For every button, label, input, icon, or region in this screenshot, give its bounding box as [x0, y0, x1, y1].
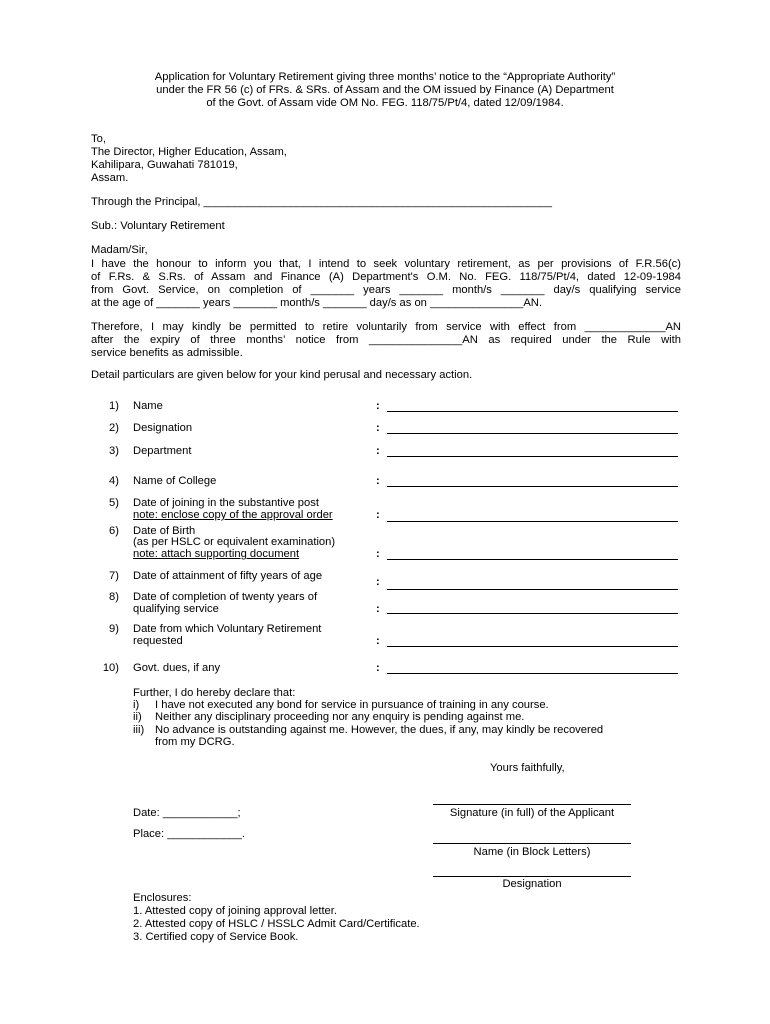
declaration-marker: ii) — [133, 711, 142, 723]
list-item — [0, 445, 770, 459]
item-note: note: attach supporting document — [133, 548, 300, 560]
item-colon: : — [376, 422, 380, 434]
item-colon: : — [376, 603, 380, 615]
list-item — [0, 475, 770, 489]
through-principal: Through the Principal, ________________________________________________________ — [91, 196, 552, 208]
enclosure-item: 1. Attested copy of joining approval letter. — [133, 905, 337, 917]
para1-line: of F.Rs. & S.Rs. of Assam and Finance (A) Department's O.M. No. FEG. 118/75/Pt/4, dated 12-09-1984 — [91, 271, 681, 283]
list-item — [0, 497, 770, 524]
designation-label: Designation — [502, 878, 562, 890]
item-number: 8) — [109, 591, 119, 603]
item-label: Date of joining in the substantive post — [133, 497, 319, 509]
item-label: Date of attainment of fifty years of age — [133, 570, 323, 582]
intent-paragraph — [91, 258, 681, 310]
joining-date-field-line[interactable] — [387, 521, 678, 522]
enclosure-item: 2. Attested copy of HSLC / HSSLC Admit Card/Certificate. — [133, 918, 420, 930]
birth-date-field-line[interactable] — [387, 559, 678, 560]
designation-field-line[interactable] — [387, 433, 678, 434]
declaration-point: No advance is outstanding against me. However, the dues, if any, may kindly be recovered — [155, 724, 604, 736]
detail-intro: Detail particulars are given below for your kind perusal and necessary action. — [91, 369, 473, 381]
address-line-1: The Director, Higher Education, Assam, — [91, 146, 287, 158]
para1-line: at the age of _______ years _______ month/s _______ day/s as on _______________AN. — [91, 297, 542, 309]
item-number: 7) — [109, 570, 119, 582]
para2-line: service benefits as admissible. — [91, 347, 243, 359]
fifty-years-field-line[interactable] — [387, 589, 678, 590]
date-field[interactable]: Date: ____________; — [133, 807, 241, 819]
enclosures-heading: Enclosures: — [133, 892, 192, 904]
para1-line: I have the honour to inform you that, I intend to seek voluntary retirement, as per provisions of F.R.56(c) — [91, 258, 681, 270]
list-item — [0, 591, 770, 616]
item-label: Designation — [133, 422, 193, 434]
list-item — [0, 525, 770, 563]
item-colon: : — [376, 475, 380, 487]
declaration-intro: Further, I do hereby declare that: — [133, 687, 296, 699]
declaration-continuation: from my DCRG. — [155, 736, 235, 748]
declaration-point: Neither any disciplinary proceeding nor any enquiry is pending against me. — [155, 711, 525, 723]
retirement-date-field-line[interactable] — [387, 646, 678, 647]
address-block — [91, 133, 287, 185]
item-colon: : — [376, 576, 380, 588]
para1-line: from Govt. Service, on completion of _______ years _______ month/s _______ day/s qualifying service — [91, 284, 681, 296]
item-number: 6) — [109, 525, 119, 537]
list-item — [0, 570, 770, 592]
item-colon: : — [376, 400, 380, 412]
declaration-point: I have not executed any bond for service in pursuance of training in any course. — [155, 699, 549, 711]
request-paragraph — [91, 321, 681, 360]
item-number: 10) — [102, 662, 119, 674]
item-label: Name of College — [133, 475, 217, 487]
list-item — [0, 400, 770, 414]
para2-line: after the expiry of three months’ notice from _______________AN as required under the Rule with — [91, 334, 681, 346]
address-line-2: Kahilipara, Guwahati 781019, — [91, 159, 238, 171]
enclosures — [133, 892, 420, 944]
item-number: 2) — [109, 422, 119, 434]
item-label: Govt. dues, if any — [133, 662, 221, 674]
para2-line: Therefore, I may kindly be permitted to retire voluntarily from service with effect from _____________AN — [91, 321, 681, 333]
college-field-line[interactable] — [387, 486, 678, 487]
twenty-years-field-line[interactable] — [387, 613, 678, 614]
item-colon: : — [376, 635, 380, 647]
document-title — [90, 71, 680, 110]
item-number: 4) — [109, 475, 119, 487]
item-number: 9) — [109, 623, 119, 635]
declaration-marker: i) — [133, 699, 140, 711]
address-to: To, — [91, 133, 106, 145]
item-label: Date from which Voluntary Retirement — [133, 623, 322, 635]
title-line-3: of the Govt. of Assam vide OM No. FEG. 118/75/Pt/4, dated 12/09/1984. — [206, 97, 564, 109]
enclosure-item: 3. Certified copy of Service Book. — [133, 931, 299, 943]
item-colon: : — [376, 445, 380, 457]
item-number: 3) — [109, 445, 119, 457]
item-label-cont: requested — [133, 635, 183, 647]
name-line[interactable] — [433, 843, 631, 844]
subject-line: Sub.: Voluntary Retirement — [91, 220, 225, 232]
signature-line[interactable] — [433, 804, 631, 805]
item-colon: : — [376, 509, 380, 521]
item-sublabel: (as per HSLC or equivalent examination) — [133, 536, 336, 548]
item-label: Name — [133, 400, 163, 412]
item-label: Date of completion of twenty years of — [133, 591, 318, 603]
salutation: Madam/Sir, — [91, 244, 148, 256]
place-field[interactable]: Place: ____________. — [133, 828, 245, 840]
title-line-1: Application for Voluntary Retirement giving three months’ notice to the “Appropriate Authority” — [154, 71, 616, 83]
item-colon: : — [376, 662, 380, 674]
address-line-3: Assam. — [91, 172, 129, 184]
name-field-line[interactable] — [387, 411, 678, 412]
item-colon: : — [376, 548, 380, 560]
item-number: 5) — [109, 497, 119, 509]
item-label: Department — [133, 445, 192, 457]
name-label: Name (in Block Letters) — [473, 846, 591, 858]
department-field-line[interactable] — [387, 456, 678, 457]
item-number: 1) — [109, 400, 119, 412]
item-note: note: enclose copy of the approval order — [133, 509, 333, 521]
list-item — [0, 662, 770, 676]
title-line-2: under the FR 56 (c) of FRs. & SRs. of Assam and the OM issued by Finance (A) Department — [156, 84, 614, 96]
item-label-cont: qualifying service — [133, 603, 219, 615]
designation-line[interactable] — [433, 876, 631, 877]
govt-dues-field-line[interactable] — [387, 673, 678, 674]
closing: Yours faithfully, — [490, 762, 565, 774]
declaration-marker: iii) — [133, 724, 145, 736]
item-label: Date of Birth — [133, 525, 196, 537]
signature-label: Signature (in full) of the Applicant — [449, 807, 615, 819]
list-item — [0, 422, 770, 436]
list-item — [0, 623, 770, 649]
